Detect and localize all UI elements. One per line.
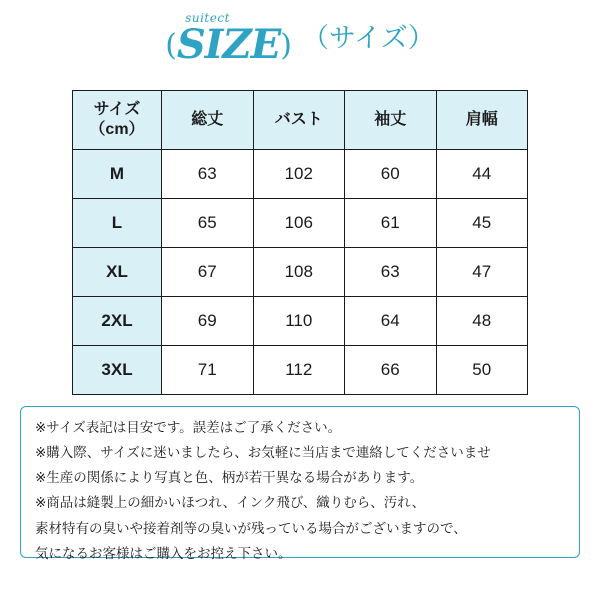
cell-m-shoulder: 44 xyxy=(436,150,528,199)
row-label-2xl: 2XL xyxy=(73,297,162,346)
note-line-4: ※商品は縫製上の細かいほつれ、インク飛び、織りむら、汚れ、 xyxy=(35,495,426,512)
cell-3xl-sleeve: 66 xyxy=(345,346,437,395)
size-table-header xyxy=(73,91,528,150)
page-title: （サイズ） xyxy=(301,22,435,54)
table-header-row xyxy=(73,91,528,150)
note-line-5: 素材特有の臭いや接着剤等の臭いが残っている場合がございますので、 xyxy=(35,520,467,537)
note-line-3: ※生産の関係により写真と色、柄が若干異なる場合があります。 xyxy=(35,470,424,487)
brand-logo xyxy=(165,11,298,68)
size-table xyxy=(72,90,528,395)
row-label-xl: XL xyxy=(73,248,162,297)
cell-2xl-length: 69 xyxy=(162,297,254,346)
cell-3xl-length: 71 xyxy=(162,346,254,395)
table-row xyxy=(73,199,528,248)
column-header-shoulder: 肩幅 xyxy=(436,91,528,150)
cell-xl-sleeve: 63 xyxy=(345,248,437,297)
row-label-l: L xyxy=(73,199,162,248)
column-header-size-line2: （cm） xyxy=(89,121,145,138)
cell-l-length: 65 xyxy=(162,199,254,248)
cell-xl-shoulder: 47 xyxy=(436,248,528,297)
cell-m-bust: 102 xyxy=(253,150,345,199)
column-header-size xyxy=(73,91,162,150)
column-header-bust: バスト xyxy=(253,91,345,150)
header xyxy=(0,10,600,70)
cell-2xl-shoulder: 48 xyxy=(436,297,528,346)
cell-m-length: 63 xyxy=(162,150,254,199)
logo-subtext: suitect xyxy=(185,11,230,25)
size-table-body xyxy=(73,150,528,395)
row-label-3xl: 3XL xyxy=(73,346,162,395)
cell-3xl-shoulder: 50 xyxy=(436,346,528,395)
table-row xyxy=(73,346,528,395)
cell-2xl-sleeve: 64 xyxy=(345,297,437,346)
note-line-1: ※サイズ表記は目安です。誤差はご了承ください。 xyxy=(35,420,342,436)
cell-xl-bust: 108 xyxy=(253,248,345,297)
cell-l-sleeve: 61 xyxy=(345,199,437,248)
logo-main-text: SIZE xyxy=(176,21,281,68)
table-row xyxy=(73,150,528,199)
logo-bracket-right-icon: ) xyxy=(280,28,292,63)
column-header-length: 総丈 xyxy=(162,91,254,150)
cell-l-shoulder: 45 xyxy=(436,199,528,248)
table-row xyxy=(73,297,528,346)
row-label-m: M xyxy=(73,150,162,199)
logo-bracket-left-icon: ( xyxy=(165,28,177,63)
cell-l-bust: 106 xyxy=(253,199,345,248)
column-header-size-line1: サイズ xyxy=(93,101,141,118)
note-line-2: ※購入際、サイズに迷いましたら、お気軽に当店まで連絡してくださいませ xyxy=(35,445,491,462)
column-header-sleeve: 袖丈 xyxy=(345,91,437,150)
cell-2xl-bust: 110 xyxy=(253,297,345,346)
cell-3xl-bust: 112 xyxy=(253,346,345,395)
notes-box xyxy=(20,406,580,562)
table-row xyxy=(73,248,528,297)
note-line-6: 気になるお客様はご購入をお控え下さい。 xyxy=(35,545,292,562)
cell-m-sleeve: 60 xyxy=(345,150,437,199)
cell-xl-length: 67 xyxy=(162,248,254,297)
